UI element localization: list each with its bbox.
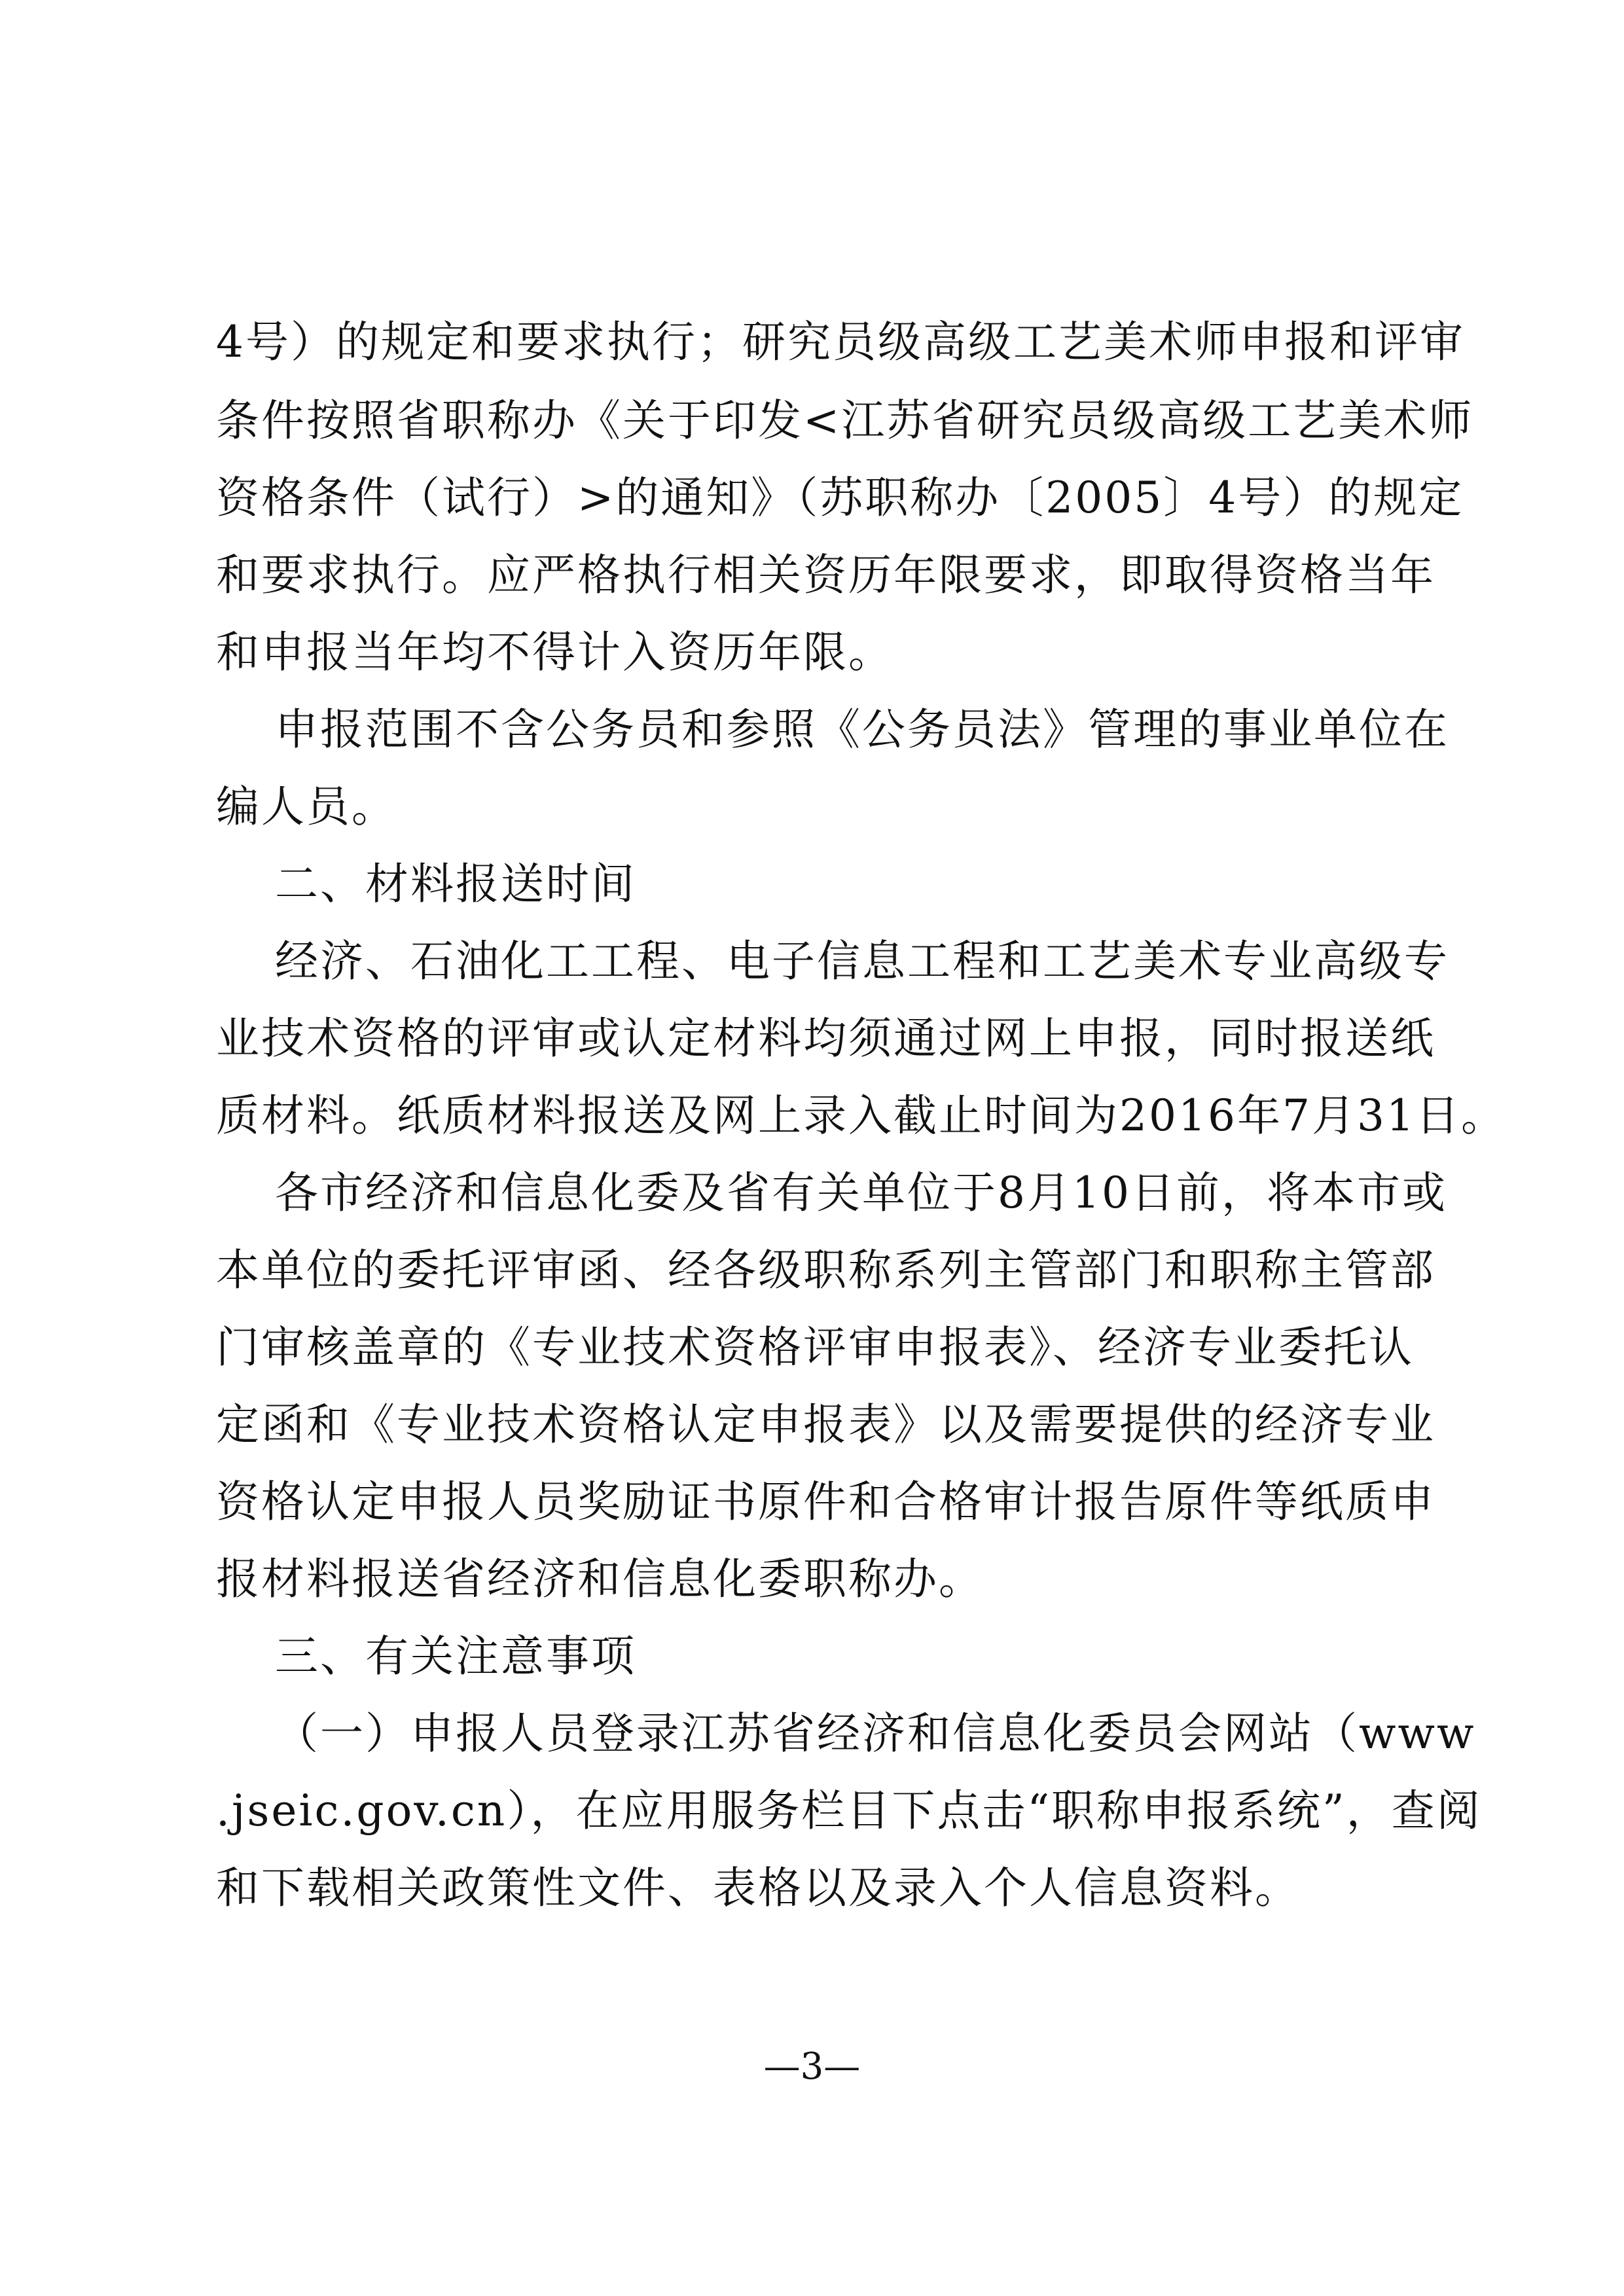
text-line: 业技术资格的评审或认定材料均须通过网上申报，同时报送纸 bbox=[216, 1013, 1435, 1064]
text-line: 编人员。 bbox=[216, 781, 397, 832]
page-number: —3— bbox=[763, 2045, 861, 2088]
text-line: 资格认定申报人员奖励证书原件和合格审计报告原件等纸质申 bbox=[216, 1477, 1435, 1527]
text-line: 报材料报送省经济和信息化委职称办。 bbox=[216, 1554, 984, 1604]
text-line: 质材料。纸质材料报送及网上录入截止时间为2016年7月31日。 bbox=[216, 1090, 1506, 1141]
text-line: .jseic.gov.cn），在应用服务栏目下点击“职称申报系统”，查阅 bbox=[216, 1785, 1482, 1836]
text-line: 条件按照省职称办《关于印发<江苏省研究员级高级工艺美术师 bbox=[216, 395, 1474, 446]
text-line: 4号）的规定和要求执行；研究员级高级工艺美术师申报和评审 bbox=[216, 317, 1465, 367]
text-line: 和申报当年均不得计入资历年限。 bbox=[216, 627, 893, 677]
text-line: 资格条件（试行）>的通知》（苏职称办〔2005〕4号）的规定 bbox=[216, 473, 1464, 523]
text-line: 申报范围不含公务员和参照《公务员法》管理的事业单位在 bbox=[275, 704, 1449, 755]
text-line: 各市经济和信息化委及省有关单位于8月10日前，将本市或 bbox=[275, 1168, 1447, 1218]
text-line: 经济、石油化工工程、电子信息工程和工艺美术专业高级专 bbox=[275, 936, 1449, 986]
text-line: 本单位的委托评审函、经各级职称系列主管部门和职称主管部 bbox=[216, 1245, 1435, 1295]
text-line: 定函和《专业技术资格认定申报表》以及需要提供的经济专业 bbox=[216, 1399, 1435, 1450]
section-heading: 三、有关注意事项 bbox=[275, 1631, 636, 1681]
section-heading: 二、材料报送时间 bbox=[275, 859, 636, 909]
text-line: （一）申报人员登录江苏省经济和信息化委员会网站（www bbox=[275, 1708, 1476, 1759]
text-line: 和要求执行。应严格执行相关资历年限要求，即取得资格当年 bbox=[216, 550, 1435, 600]
text-line: 和下载相关政策性文件、表格以及录入个人信息资料。 bbox=[216, 1863, 1300, 1913]
text-line: 门审核盖章的《专业技术资格评审申报表》、经济专业委托认 bbox=[216, 1322, 1414, 1372]
